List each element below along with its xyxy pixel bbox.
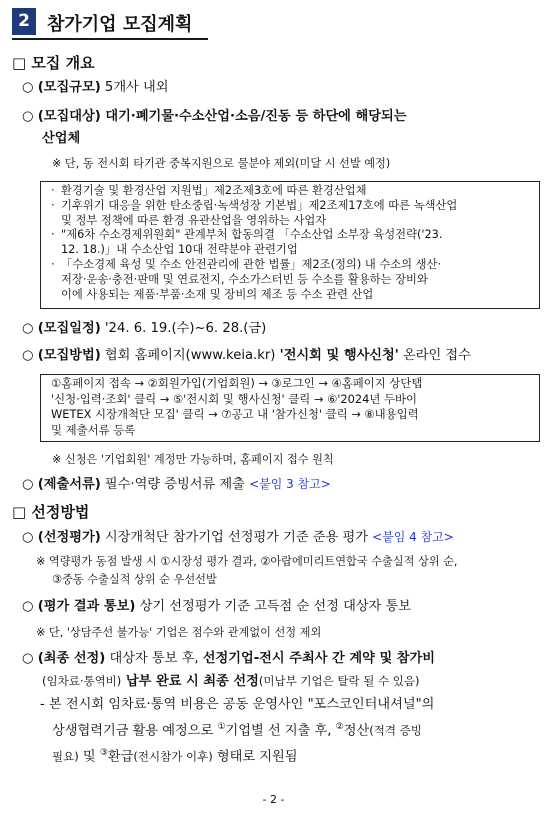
bullet-circle-icon: ○	[22, 348, 34, 363]
steps-line: ①홈페이지 접속 → ②회원가입(기업회원) → ③로그인 → ④홈페이지 상단탭	[51, 376, 423, 390]
criteria-line: 12. 18.)」내 수소산업 10대 전략분야 관련기업	[61, 243, 298, 257]
dash-item-cost-support	[40, 693, 546, 769]
attachment-ref: <붙임 3 참고>	[249, 477, 331, 491]
label: (모집규모)	[37, 80, 101, 95]
section-title-underline	[12, 38, 208, 40]
bullet-circle-icon: ○	[22, 321, 34, 336]
text-bold: 납부 완료 시 최종 선정	[121, 674, 259, 689]
item-recruit-schedule	[22, 318, 266, 340]
text: '24. 6. 19.(수)~6. 28.(금)	[100, 321, 267, 336]
text-bold: '전시회 및 행사신청'	[279, 348, 399, 363]
label: (제출서류)	[37, 477, 101, 492]
text: 대기·폐기물·수소산업·소음/진동 등 하단에 해당되는	[100, 109, 407, 124]
text: 시장개척단 참가기업 선정평가 기준 준용 평가	[100, 530, 373, 545]
bullet-circle-icon: ○	[22, 651, 34, 666]
text: 5개사 내외	[100, 80, 169, 95]
label: (모집일정)	[37, 321, 101, 336]
text: 상기 선정평가 기준 고득점 순 선정 대상자 통보	[135, 599, 411, 614]
item-final-selection	[22, 648, 546, 693]
heading-selection-method: □ 선정방법	[12, 503, 90, 521]
section-number-badge: 2	[12, 8, 36, 35]
text: 대상자 통보 후,	[105, 651, 203, 666]
label: (최종 선정)	[37, 651, 106, 666]
bullet-circle-icon: ○	[22, 109, 34, 124]
heading-recruitment-overview: □ 모집 개요	[12, 54, 95, 72]
item-recruit-target	[22, 106, 542, 150]
text: 온라인 접수	[398, 348, 471, 363]
text-bold: 선정기업-전시 주최사 간 계약 및 참가비	[202, 651, 435, 666]
text-cont: 산업체	[42, 131, 81, 146]
label: (모집대상)	[37, 109, 101, 124]
note-exclusion: ※ 단, 동 전시회 타기관 중복지원으로 물분야 제외(미달 시 선발 예정)	[52, 157, 391, 170]
criteria-line: · "제6차 수소경제위원회" 관계부처 합동의결 「수소산업 소부장 육성전략('23.	[51, 228, 443, 242]
bullet-circle-icon: ○	[22, 80, 34, 95]
note-member-account: ※ 신청은 '기업회원' 계정만 가능하며, 홈페이지 접수 원칙	[52, 453, 334, 466]
text: 필요) 및 ③환급(전시참가 이후) 형태로 지원됨	[52, 748, 298, 765]
text-small: (임차료·통역비)	[42, 674, 122, 688]
bullet-circle-icon: ○	[22, 599, 34, 614]
text-small: (미납부 기업은 탈락 될 수 있음)	[258, 674, 420, 688]
criteria-line: 저장·운송·충전·판매 및 연료전지, 수소가스터빈 등 수소를 활용하는 장비와	[61, 272, 428, 286]
attachment-ref: <붙임 4 참고>	[372, 530, 454, 544]
industry-criteria-box	[40, 181, 540, 309]
item-recruit-method	[22, 345, 544, 367]
item-result-notice	[22, 596, 544, 618]
steps-line: '신청·입력·조회' 클릭 → ⑤'전시회 및 행사신청' 클릭 → ⑥'2024년 두바이	[51, 391, 418, 406]
text: 필수·역량 증빙서류 제출	[100, 477, 250, 492]
criteria-line: · 환경기술 및 환경산업 지원법」제2조제3호에 따른 환경산업체	[51, 184, 367, 197]
steps-line: WETEX 시장개척단 모집' 클릭 → ⑦공고 내 '참가신청' 클릭 → ⑧내용입력	[51, 407, 419, 421]
criteria-line: 이에 사용되는 제품·부품·소재 및 장비의 제조 등 수소 관련 산업	[61, 287, 374, 301]
criteria-line: 및 정부 정책에 따른 환경 유관산업을 영위하는 사업자	[61, 213, 327, 227]
text: - 본 전시회 임차료·통역 비용은 공동 운영사인 "포스코인터내셔널"의	[40, 697, 435, 712]
item-selection-eval	[22, 526, 544, 549]
text: 상생협력기금 활용 예정으로 ①기업별 선 지출 후, ②정산(적격 증빙	[52, 722, 422, 739]
section-title: 참가기업 모집계획	[47, 14, 193, 35]
steps-line: 및 제출서류 등록	[51, 422, 136, 437]
page-number: - 2 -	[262, 793, 285, 806]
application-steps-box	[40, 374, 540, 442]
item-recruit-scale	[22, 77, 168, 99]
bullet-circle-icon: ○	[22, 477, 34, 492]
text: 협회 홈페이지(www.keia.kr)	[100, 348, 280, 363]
label: (평가 결과 통보)	[37, 599, 136, 614]
criteria-line: · 기후위기 대응을 위한 탄소중립·녹색성장 기본법」제2조제17호에 따른 녹색산업	[51, 198, 458, 212]
note-consultation-exclusion: ※ 단, '상담주선 불가능' 기업은 점수와 관계없이 선정 제외	[36, 626, 322, 639]
label: (선정평가)	[37, 530, 101, 545]
note-tiebreak: ※ 역량평가 동점 발생 시 ①시장성 평가 결과, ②아랍에미리트연합국 수출실적 상위 순, ③중동 수출실적 상위 순 우선선발	[36, 555, 458, 586]
label: (모집방법)	[37, 348, 101, 363]
criteria-line: · 「수소경제 육성 및 수소 안전관리에 관한 법률」제2조(정의) 내 수소의 생산·	[51, 257, 442, 271]
item-submission-docs	[22, 473, 331, 496]
bullet-circle-icon: ○	[22, 530, 34, 545]
